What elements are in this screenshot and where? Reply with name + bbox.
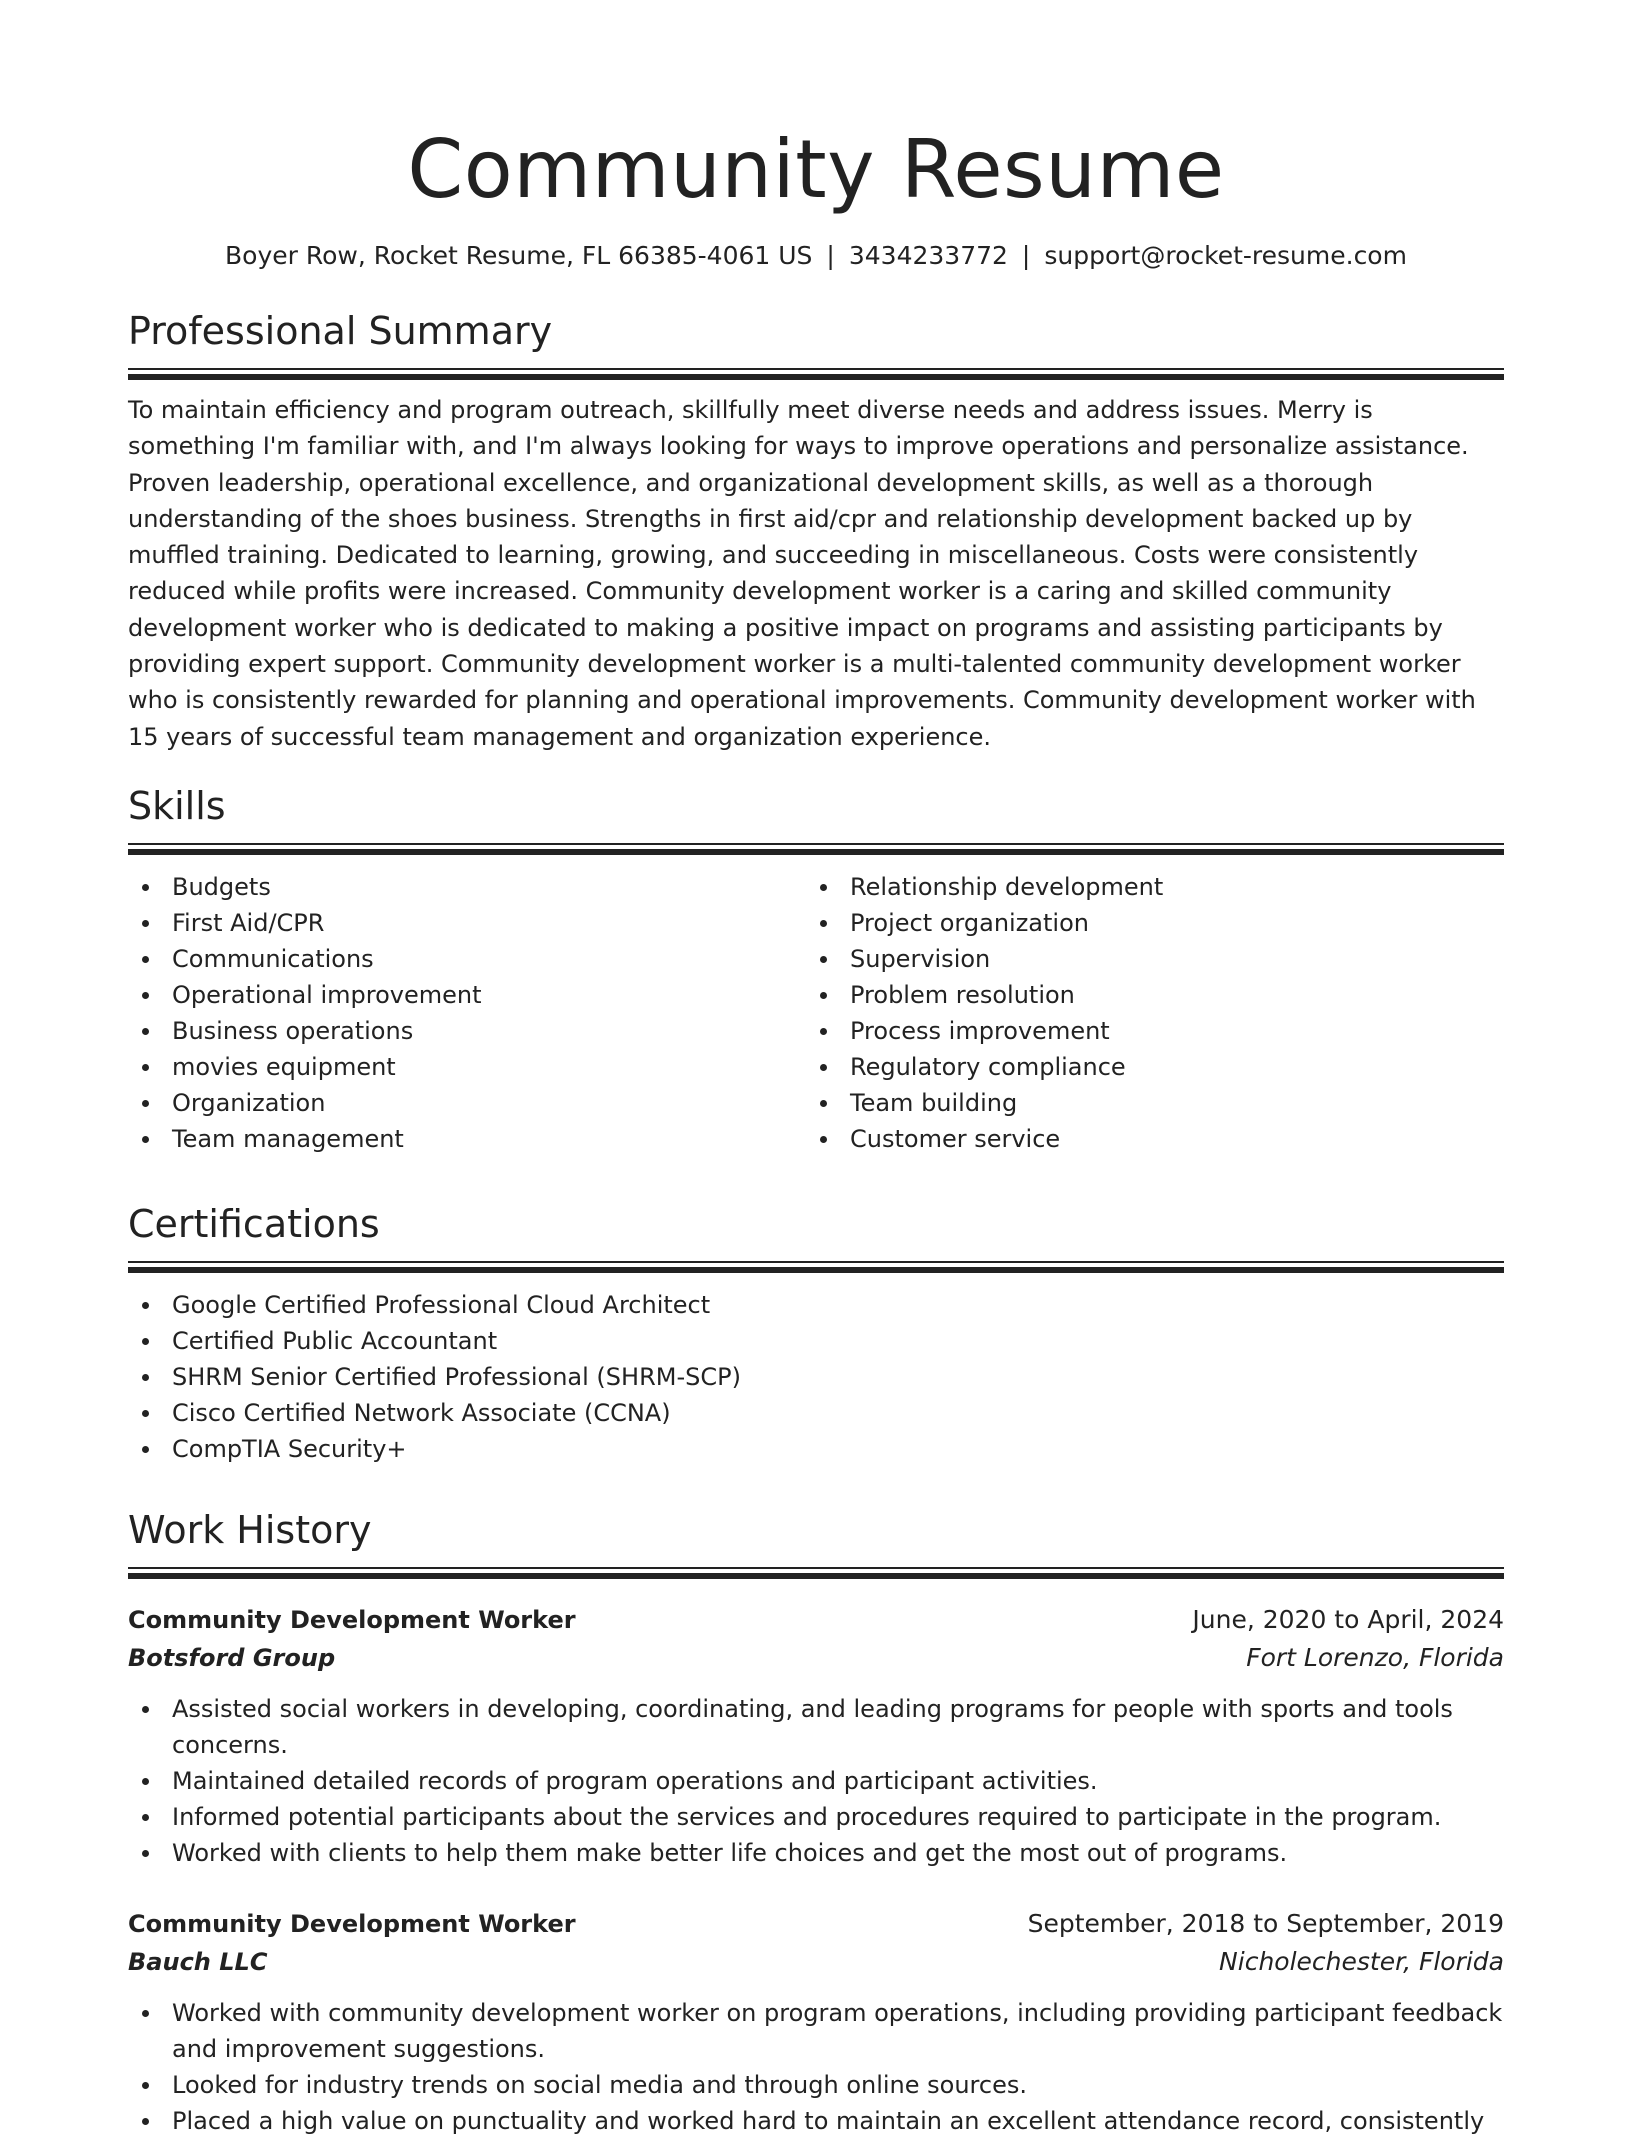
certifications-section [128,1201,1504,1467]
job-duty-item: Worked with community development worker on program operations, including providing participant feedback and improvement suggestions. [128,1995,1504,2067]
resume-name: Community Resume [407,123,1225,216]
skill-item: Budgets [128,869,806,905]
skill-item: Operational improvement [128,977,806,1013]
job-entry [128,1601,1504,1871]
summary-section [128,308,1504,755]
skills-heading: Skills [128,783,226,828]
job-title: Community Development Worker [128,1605,576,1634]
job-dates: June, 2020 to April, 2024 [1192,1604,1504,1634]
resume-page [128,120,1504,2139]
job-duty-item: Looked for industry trends on social media and through online sources. [128,2067,1504,2103]
work-history-section [128,1507,1504,2139]
skill-item: Team management [128,1121,806,1157]
section-divider [128,1567,1504,1579]
section-divider [128,843,1504,855]
job-duties-list [128,1691,1504,1871]
certification-item: Certified Public Accountant [128,1323,1504,1359]
skill-item: Team building [806,1085,1484,1121]
skills-grid [128,869,1504,1157]
skill-item: Problem resolution [806,977,1484,1013]
skills-section [128,783,1504,1157]
certification-item: Cisco Certified Network Associate (CCNA) [128,1395,1504,1431]
job-duty-item: Informed potential participants about the services and procedures required to participate in the program. [128,1799,1504,1835]
skill-item: Communications [128,941,806,977]
summary-text: To maintain efficiency and program outreach, skillfully meet diverse needs and address issues. Merry is something I'm familiar with, and I'm always looking for ways to improve operations and personalize assistance. Proven leadership, operational excellence, and organizational development skills, as well as a thorough understanding of the shoes business. Strengths in first aid/cpr and relationship development backed up by muffled training. Dedicated to learning, growing, and succeeding in miscellaneous. Costs were consistently reduced while profits were increased. Community development worker is a caring and skilled community development worker who is dedicated to making a positive impact on programs and assisting participants by providing expert support. Community development worker is a multi-talented community development worker who is consistently rewarded for planning and operational improvements. Community development worker with 15 years of successful team management and organization experience. [128,396,1476,751]
skill-item: First Aid/CPR [128,905,806,941]
certifications-heading: Certifications [128,1201,380,1246]
summary-heading: Professional Summary [128,309,553,353]
skill-item: movies equipment [128,1049,806,1085]
skills-list-left [128,869,806,1157]
certification-item: CompTIA Security+ [128,1431,1504,1467]
job-entry [128,1905,1504,2139]
job-company: Bauch LLC [128,1947,268,1976]
skill-item: Business operations [128,1013,806,1049]
certifications-list [128,1287,1504,1467]
job-duty-item: Worked with clients to help them make better life choices and get the most out of programs. [128,1835,1504,1871]
contact-separator: | [826,241,835,270]
skill-item: Organization [128,1085,806,1121]
certification-item: SHRM Senior Certified Professional (SHRM-SCP) [128,1359,1504,1395]
skill-item: Customer service [806,1121,1484,1157]
job-employer-row [128,1639,1504,1677]
job-company: Botsford Group [128,1643,336,1672]
skills-list-right [806,869,1484,1157]
job-header-row [128,1601,1504,1639]
job-location: Fort Lorenzo, Florida [1246,1642,1504,1672]
contact-email: support@rocket-resume.com [1044,241,1407,270]
job-employer-row [128,1943,1504,1981]
section-divider [128,1261,1504,1273]
job-duties-list [128,1995,1504,2139]
skill-item: Regulatory compliance [806,1049,1484,1085]
job-duty-item: Maintained detailed records of program operations and participant activities. [128,1763,1504,1799]
contact-separator: | [1021,241,1031,270]
job-title: Community Development Worker [128,1909,576,1938]
contact-line [128,238,1504,274]
job-duty-item: Placed a high value on punctuality and worked hard to maintain an excellent attendance record, consistently [128,2103,1504,2139]
work-history-heading: Work History [128,1507,372,1552]
job-duty-item: Assisted social workers in developing, coordinating, and leading programs for people with sports and tools concerns. [128,1691,1504,1763]
skill-item: Supervision [806,941,1484,977]
section-divider [128,368,1504,380]
job-dates: September, 2018 to September, 2019 [1027,1908,1504,1938]
skill-item: Relationship development [806,869,1484,905]
job-location: Nicholechester, Florida [1219,1946,1504,1976]
certification-item: Google Certified Professional Cloud Architect [128,1287,1504,1323]
job-header-row [128,1905,1504,1943]
skill-item: Project organization [806,905,1484,941]
skill-item: Process improvement [806,1013,1484,1049]
contact-address: Boyer Row, Rocket Resume, FL 66385-4061 US [225,241,813,270]
contact-phone: 3434233772 [848,241,1008,270]
